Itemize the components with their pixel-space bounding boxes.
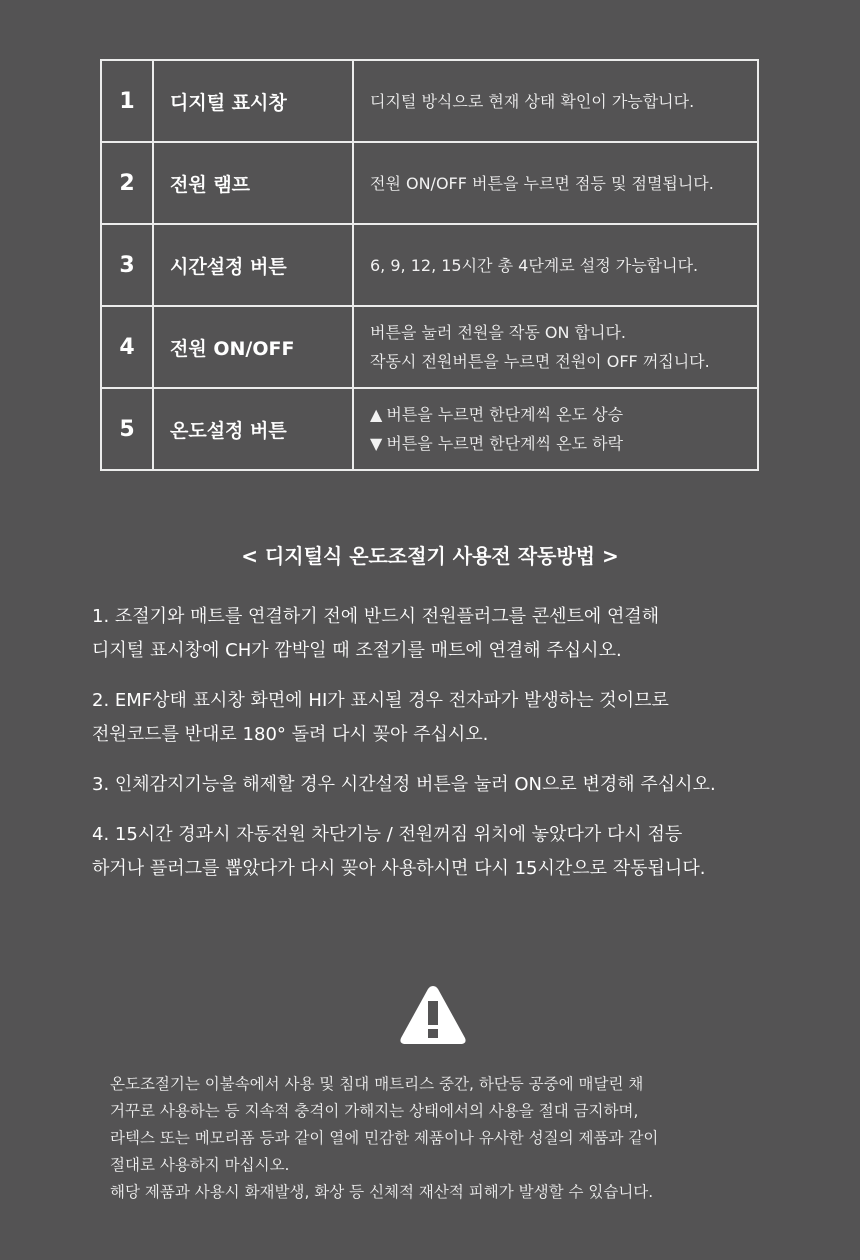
warning-line: 거꾸로 사용하는 등 지속적 충격이 가해지는 상태에서의 사용을 절대 금지하며, (110, 1102, 639, 1120)
part-description (353, 306, 758, 388)
triangle-down-icon: ▼ (370, 434, 383, 453)
table-row (101, 306, 758, 388)
part-name: 시간설정 버튼 (153, 224, 353, 306)
part-description (353, 142, 758, 224)
instruction-item (92, 818, 832, 886)
instruction-line: 전원코드를 반대로 180° 돌려 다시 꽂아 주십시오. (92, 724, 489, 745)
table-row (101, 224, 758, 306)
warning-line: 해당 제품과 사용시 화재발생, 화상 등 신체적 재산적 피해가 발생할 수 있습니다. (110, 1183, 654, 1201)
part-description (353, 224, 758, 306)
warning-triangle-icon (398, 983, 468, 1047)
triangle-up-icon: ▲ (370, 405, 383, 424)
instruction-line: 1. 조절기와 매트를 연결하기 전에 반드시 전원플러그를 콘센트에 연결해 (92, 606, 660, 627)
warning-line: 절대로 사용하지 마십시오. (110, 1156, 290, 1174)
part-name: 전원 램프 (153, 142, 353, 224)
instruction-line: 하거나 플러그를 뽑았다가 다시 꽂아 사용하시면 다시 15시간으로 작동됩니다. (92, 858, 706, 879)
instruction-line: 2. EMF상태 표시창 화면에 HI가 표시될 경우 전자파가 발생하는 것이므로 (92, 690, 669, 711)
description-line: 전원 ON/OFF 버튼을 누르면 점등 및 점멸됩니다. (370, 173, 714, 193)
description-line: 6, 9, 12, 15시간 총 4단계로 설정 가능합니다. (370, 255, 699, 275)
instructions-list (92, 600, 832, 902)
row-number: 1 (101, 60, 153, 142)
part-description (353, 388, 758, 470)
warning-line: 온도조절기는 이불속에서 사용 및 침대 매트리스 중간, 하단등 공중에 매달린 채 (110, 1075, 644, 1093)
instruction-item (92, 684, 832, 752)
row-number: 2 (101, 142, 153, 224)
parts-table (100, 59, 759, 471)
description-text: 버튼을 누르면 한단계씩 온도 상승 (386, 405, 624, 424)
description-line: 버튼을 눌러 전원을 작동 ON 합니다. (370, 323, 627, 342)
table-row (101, 142, 758, 224)
instruction-line: 3. 인체감지기능을 해제할 경우 시간설정 버튼을 눌러 ON으로 변경해 주십시오. (92, 774, 716, 795)
section-title: < 디지털식 온도조절기 사용전 작동방법 > (241, 544, 619, 568)
row-number: 5 (101, 388, 153, 470)
instruction-item (92, 768, 832, 802)
description-line (370, 429, 757, 458)
warning-line: 라텍스 또는 메모리폼 등과 같이 열에 민감한 제품이나 유사한 성질의 제품과 같이 (110, 1129, 659, 1147)
part-description (353, 60, 758, 142)
part-name: 온도설정 버튼 (153, 388, 353, 470)
description-line: 디지털 방식으로 현재 상태 확인이 가능합니다. (370, 91, 695, 111)
part-name: 디지털 표시창 (153, 60, 353, 142)
instruction-line: 디지털 표시창에 CH가 깜박일 때 조절기를 매트에 연결해 주십시오. (92, 640, 622, 661)
instruction-item (92, 600, 832, 668)
table-row (101, 388, 758, 470)
row-number: 4 (101, 306, 153, 388)
description-text: 버튼을 누르면 한단계씩 온도 하락 (386, 434, 624, 453)
table-row (101, 60, 758, 142)
description-line (370, 400, 757, 429)
description-line: 작동시 전원버튼을 누르면 전원이 OFF 꺼집니다. (370, 352, 710, 371)
part-name: 전원 ON/OFF (153, 306, 353, 388)
warning-text (110, 1071, 810, 1206)
instruction-line: 4. 15시간 경과시 자동전원 차단기능 / 전원꺼짐 위치에 놓았다가 다시 점등 (92, 824, 683, 845)
row-number: 3 (101, 224, 153, 306)
